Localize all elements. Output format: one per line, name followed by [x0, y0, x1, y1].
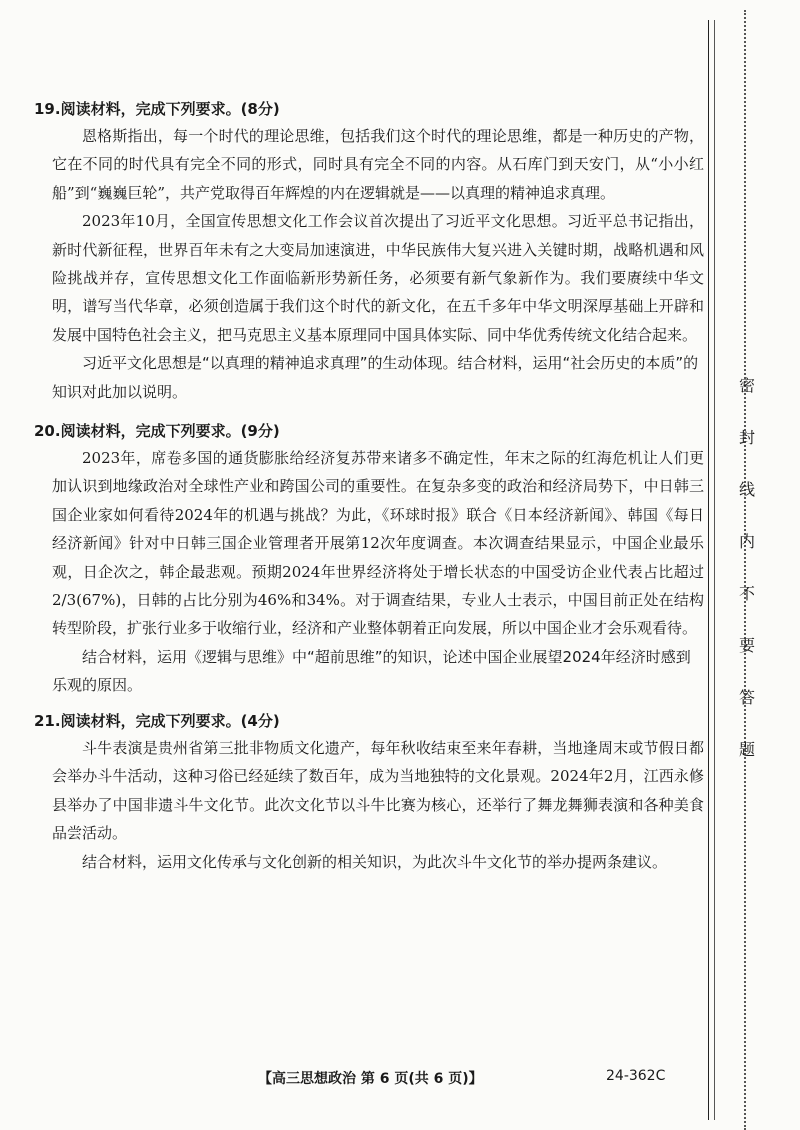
footer-exam-code: 24-362C	[606, 1068, 666, 1084]
binding-rule	[708, 20, 709, 1120]
seal-char: 题	[738, 740, 755, 759]
material-paragraph: 斗牛表演是贵州省第三批非物质文化遗产，每年秋收结束至来年春耕，当地逢周末或节假日都会举办斗牛活动，这种习俗已经延续了数百年，成为当地独特的文化景观。2024年2月，江西永修县举办了中国非遗斗牛文化节。此次文化节以斗牛比赛为核心，还举行了舞龙舞狮表演和各种美食品尝活动。	[52, 739, 704, 843]
seal-char: 封	[738, 428, 755, 447]
question-task: 结合材料，运用《逻辑与思维》中“超前思维”的知识，论述中国企业展望2024年经济时感到乐观的原因。	[52, 647, 691, 695]
material-paragraph: 恩格斯指出，每一个时代的理论思维，包括我们这个时代的理论思维，都是一种历史的产物，它在不同的时代具有完全不同的形式，同时具有完全不同的内容。从石库门到天安门，从“小小红船”到“巍巍巨轮”，共产党取得百年辉煌的内在逻辑就是——以真理的精神追求真理。	[52, 127, 704, 202]
binding-rule-inner	[714, 20, 715, 1120]
seal-char: 要	[738, 636, 755, 655]
seal-char: 内	[738, 532, 755, 551]
question-task: 习近平文化思想是“以真理的精神追求真理”的生动体现。结合材料，运用“社会历史的本质”的知识对此加以说明。	[52, 354, 699, 401]
question-19	[34, 96, 704, 406]
seal-char: 不	[738, 584, 755, 603]
material-paragraph: 2023年10月，全国宣传思想文化工作会议首次提出了习近平文化思想。习近平总书记指出，新时代新征程，世界百年未有之大变局加速演进，中华民族伟大复兴进入关键时期，战略机遇和风险挑战并存，宣传思想文化工作面临新形势新任务，必须要有新气象新作为。我们要赓续中华文明，谱写当代华章，必须创造属于我们这个时代的新文化，在五千多年中华文明深厚基础上开辟和发展中国特色社会主义，把马克思主义基本原理同中国具体实际、同中华优秀传统文化结合起来。	[52, 212, 704, 344]
seal-line-notice	[730, 360, 764, 776]
seal-char: 答	[738, 688, 755, 707]
question-header: 19.阅读材料，完成下列要求。(8分)	[34, 100, 280, 118]
question-21	[34, 708, 704, 876]
footer-page-info: 【高三思想政治 第 6 页(共 6 页)】	[258, 1071, 483, 1087]
seal-char: 密	[738, 376, 755, 395]
question-20	[34, 418, 704, 700]
seal-char: 线	[738, 480, 755, 499]
question-header: 20.阅读材料，完成下列要求。(9分)	[34, 422, 280, 440]
question-task: 结合材料，运用文化传承与文化创新的相关知识，为此次斗牛文化节的举办提两条建议。	[82, 852, 668, 871]
material-paragraph: 2023年，席卷多国的通货膨胀给经济复苏带来诸多不确定性，年末之际的红海危机让人们更加认识到地缘政治对全球性产业和跨国公司的重要性。在复杂多变的政治和经济局势下，中日韩三国企业家如何看待2024年的机遇与挑战？为此，《环球时报》联合《日本经济新闻》、韩国《每日经济新闻》针对中日韩三国企业管理者开展第12次年度调查。本次调查结果显示，中国企业最乐观，日企次之，韩企最悲观。预期2024年世界经济将处于增长状态的中国受访企业代表占比超过2/3(67%)，日韩的占比分别为46%和34%。对于调查结果，专业人士表示，中国目前正处在结构转型阶段，扩张行业多于收缩行业，经济和产业整体朝着正向发展，所以中国企业才会乐观看待。	[52, 449, 704, 638]
question-header: 21.阅读材料，完成下列要求。(4分)	[34, 712, 280, 730]
